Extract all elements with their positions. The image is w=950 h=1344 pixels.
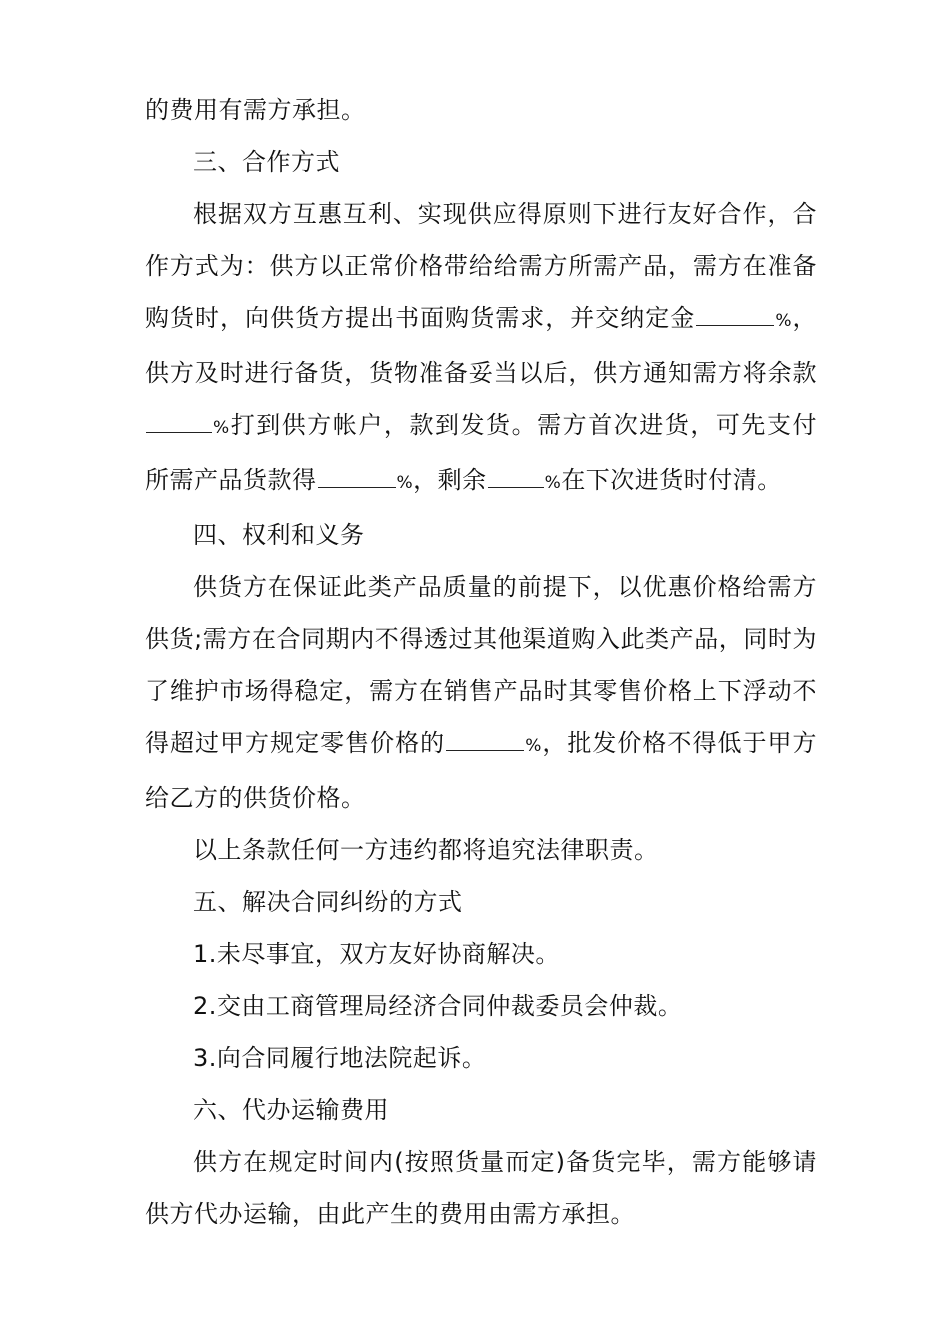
section-3-paragraph xyxy=(145,188,817,509)
percent-sign: % xyxy=(775,311,792,331)
percent-sign: % xyxy=(544,473,562,493)
section-4-title: 四、权利和义务 xyxy=(193,521,365,549)
section-4-paragraph xyxy=(145,561,817,824)
text-segment: 根据双方互惠互利、实现供应得原则下进行友好合作，合作方式为：供方以正常价格带给给需方所需产品，需方在准备购货时，向供货方提出书面购货需求，并交纳定金 xyxy=(145,200,817,332)
text-segment: ，剩余 xyxy=(413,466,487,494)
text-segment: 供货方在保证此类产品质量的前提下，以优惠价格给需方供货;需方在合同期内不得透过其他渠道购入此类产品，同时为了维护市场得稳定，需方在销售产品时其零售价格上下浮动不得超过甲方规定零售价格的 xyxy=(145,573,817,757)
deposit-blank xyxy=(696,305,774,326)
section-6-paragraph: 供方在规定时间内(按照货量而定)备货完毕，需方能够请供方代办运输，由此产生的费用由需方承担。 xyxy=(145,1148,817,1228)
balance-blank xyxy=(146,412,212,433)
document-page xyxy=(145,84,817,1240)
list-item-2: 2.交由工商管理局经济合同仲裁委员会仲裁。 xyxy=(193,992,683,1020)
price-float-blank xyxy=(446,730,524,751)
first-payment-blank xyxy=(318,467,396,488)
section-6-title: 六、代办运输费用 xyxy=(193,1096,389,1124)
percent-sign: % xyxy=(525,736,542,756)
remaining-blank xyxy=(488,467,544,488)
section-5-title: 五、解决合同纠纷的方式 xyxy=(193,888,463,916)
section-3-title: 三、合作方式 xyxy=(193,148,340,176)
text-segment: ，供方及时进行备货，货物准备妥当以后，供方通知需方将余款 xyxy=(145,304,817,387)
percent-sign: % xyxy=(213,418,230,438)
percent-sign: % xyxy=(396,473,414,493)
text-segment: 打到供方帐户，款到发货。需方首次进货，可先支付所需产品货款得 xyxy=(145,411,817,494)
breach-clause: 以上条款任何一方违约都将追究法律职责。 xyxy=(193,836,659,864)
list-item-3: 3.向合同履行地法院起诉。 xyxy=(193,1044,487,1072)
paragraph-continuation: 的费用有需方承担。 xyxy=(145,96,366,124)
text-segment: ，批发价格不得低于甲方给乙方的供货价格。 xyxy=(145,729,818,812)
list-item-1: 1.未尽事宜，双方友好协商解决。 xyxy=(193,940,560,968)
text-segment: 在下次进货时付清。 xyxy=(561,466,782,494)
